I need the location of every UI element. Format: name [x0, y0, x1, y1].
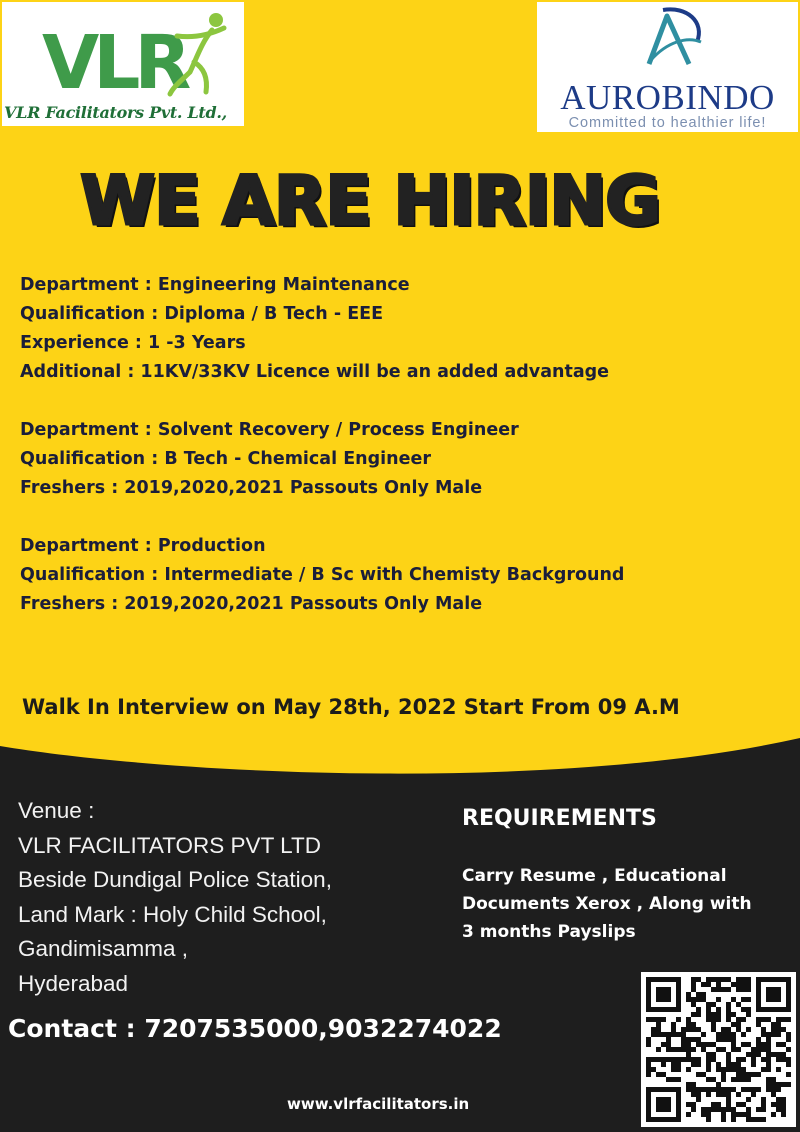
aurobindo-tagline: Committed to healthier life!: [568, 115, 767, 131]
venue-line: Land Mark : Holy Child School,: [18, 901, 327, 927]
aurobindo-emblem-icon: [537, 2, 798, 78]
job-block-solvent: [20, 416, 624, 503]
venue-line: VLR FACILITATORS PVT LTD: [18, 832, 321, 858]
job-line: Experience : 1 -3 Years: [20, 333, 246, 353]
vlr-mark-icon: [2, 2, 244, 102]
job-listings: [20, 271, 624, 619]
job-line: Department : Production: [20, 536, 266, 556]
job-line: Department : Solvent Recovery / Process Engineer: [20, 420, 519, 440]
venue-line: Venue :: [18, 798, 95, 823]
venue-line: Gandimisamma ,: [18, 936, 189, 961]
hiring-headline: WE ARE HIRING: [80, 162, 660, 241]
vlr-company-name: VLR Facilitators Pvt. Ltd.,: [4, 103, 227, 122]
venue-block: [18, 794, 332, 1001]
spacer: [20, 387, 624, 416]
venue-line: Beside Dundigal Police Station,: [18, 867, 332, 892]
qr-code-graphic: [641, 972, 796, 1127]
requirement-line: 3 months Payslips: [462, 922, 636, 942]
vlr-mark-text: VLR: [42, 20, 186, 102]
requirements-title: REQUIREMENTS: [462, 806, 657, 831]
vlr-logo: [2, 2, 244, 126]
job-line: Qualification : Diploma / B Tech - EEE: [20, 304, 384, 324]
venue-line: Hyderabad: [18, 970, 129, 996]
job-block-engineering: [20, 271, 624, 387]
walk-in-interview: Walk In Interview on May 28th, 2022 Start From 09 A.M: [22, 695, 680, 719]
job-line: Qualification : Intermediate / B Sc with Chemisty Background: [20, 565, 625, 585]
job-line: Freshers : 2019,2020,2021 Passouts Only Male: [20, 594, 483, 614]
aurobindo-logo: [537, 2, 798, 132]
job-line: Additional : 11KV/33KV Licence will be an added advantage: [20, 362, 610, 382]
qr-code-icon[interactable]: [641, 972, 796, 1127]
job-line: Qualification : B Tech - Chemical Engineer: [20, 449, 431, 469]
job-line: Freshers : 2019,2020,2021 Passouts Only Male: [20, 478, 483, 498]
website-link[interactable]: www.vlrfacilitators.in: [287, 1095, 470, 1113]
requirement-line: Documents Xerox , Along with: [462, 894, 752, 914]
requirement-line: Carry Resume , Educational: [462, 866, 727, 886]
spacer: [20, 503, 624, 532]
contact-numbers: Contact : 7207535000,9032274022: [8, 1014, 502, 1043]
job-line: Department : Engineering Maintenance: [20, 275, 410, 295]
job-block-production: [20, 532, 624, 619]
requirements-list: [462, 862, 752, 946]
aurobindo-name: AUROBINDO: [560, 78, 775, 117]
